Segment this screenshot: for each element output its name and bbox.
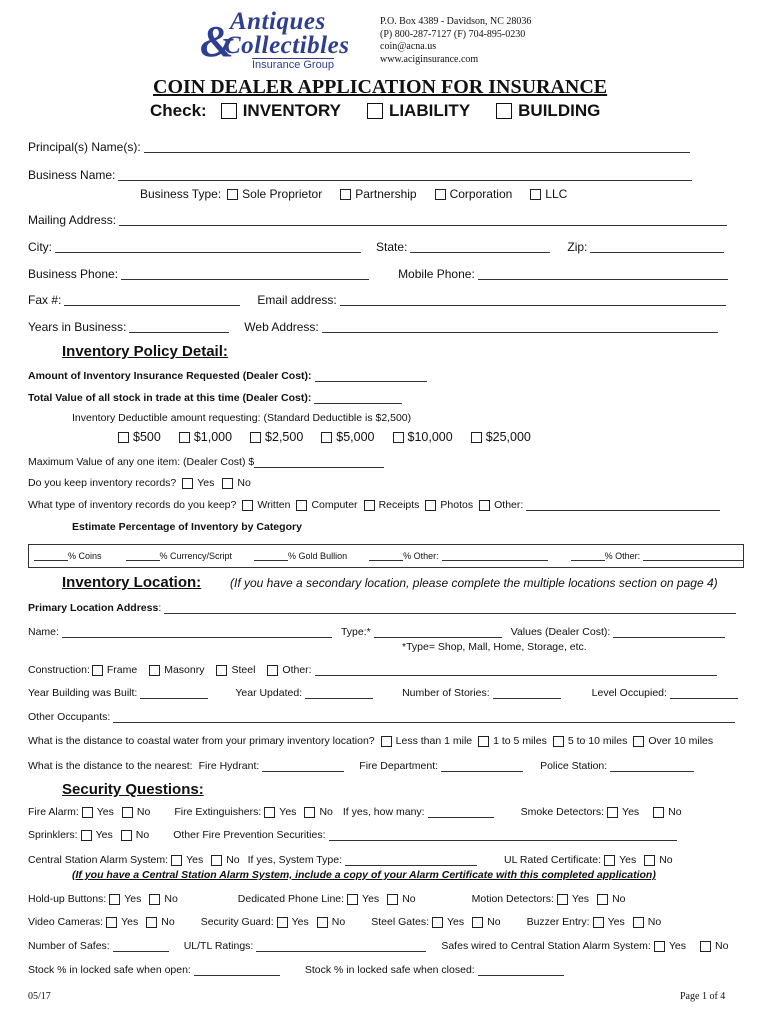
police-label: Police Station: (540, 760, 608, 772)
primary-location-field[interactable] (164, 603, 736, 614)
opt-sole: Sole Proprietor (242, 187, 323, 201)
video-no: No (161, 916, 175, 928)
keep-records-row (28, 477, 251, 489)
stories-label: Number of Stories: (402, 687, 490, 699)
smoke-yes-checkbox[interactable] (607, 807, 618, 818)
footer-page: Page 1 of 4 (680, 991, 726, 1002)
logo-line1: Antiques (230, 8, 326, 35)
mphone-label: Mobile Phone: (398, 267, 475, 281)
5-10-miles-checkbox[interactable] (553, 736, 564, 747)
building-checkbox[interactable] (496, 103, 512, 119)
records-no-checkbox[interactable] (222, 478, 233, 489)
motion-yes-checkbox[interactable] (557, 894, 568, 905)
rec-photos: Photos (440, 499, 474, 511)
state-label: State: (376, 240, 408, 254)
fire-dept-field[interactable] (441, 761, 523, 772)
type-note: *Type= Shop, Mall, Home, Storage, etc. (402, 641, 587, 653)
contact-phones: (P) 800-287-7127 (F) 704-895-0230 (380, 28, 526, 40)
mailing-field[interactable] (119, 215, 727, 226)
email-label: Email address: (257, 293, 337, 307)
contact-address: P.O. Box 4389 - Davidson, NC 28036 (380, 16, 532, 27)
ded-10000: $10,000 (407, 430, 453, 444)
rec-computer: Computer (311, 499, 358, 511)
other-occupants-row (28, 711, 738, 723)
year-built-label: Year Building was Built: (28, 687, 138, 699)
guard-no: No (331, 916, 346, 928)
corporation-checkbox[interactable] (435, 189, 446, 200)
phone-row (28, 267, 731, 281)
fire-alarm-label: Fire Alarm: (28, 806, 79, 818)
ul-no-checkbox[interactable] (644, 855, 655, 866)
ext-no-checkbox[interactable] (304, 807, 315, 818)
footer-date: 05/17 (28, 991, 51, 1002)
sprinklers-row (28, 829, 680, 841)
central-label: Central Station Alarm System: (28, 854, 169, 866)
guard-yes-checkbox[interactable] (277, 917, 288, 928)
sys-type-field[interactable] (345, 855, 477, 866)
other-construction-checkbox[interactable] (267, 665, 278, 676)
years-row (28, 320, 721, 334)
stock-open-label: Stock % in locked safe when open: (28, 964, 191, 976)
nearest-row (28, 760, 697, 772)
mailing-row (28, 213, 730, 227)
motion-yes: Yes (571, 893, 590, 905)
other-fire-label: Other Fire Prevention Securities: (173, 829, 326, 841)
safes-row (28, 940, 728, 952)
inventory-location-note: (If you have a secondary location, please complete the multiple locations section on page 4) (230, 576, 718, 590)
other-occupants-label: Other Occupants: (28, 711, 111, 723)
city-row (28, 240, 727, 254)
check-label: Check: (150, 101, 207, 120)
business-type-row (140, 187, 567, 201)
sys-type-label: If yes, System Type: (247, 854, 342, 866)
stories-field[interactable] (493, 688, 561, 699)
principal-field[interactable] (144, 142, 690, 153)
year-built-field[interactable] (140, 688, 208, 699)
type-label: Type:* (340, 626, 371, 638)
guard-label: Security Guard: (200, 916, 274, 928)
buzzer-no: No (647, 916, 662, 928)
dedicated-yes-checkbox[interactable] (347, 894, 358, 905)
estimate-heading: Estimate Percentage of Inventory by Category (72, 521, 302, 533)
photos-checkbox[interactable] (425, 500, 436, 511)
safes-wired-label: Safes wired to Central Station Alarm System: (441, 940, 651, 952)
ded-500-checkbox[interactable] (118, 432, 129, 443)
steel-checkbox[interactable] (216, 665, 227, 676)
fax-label: Fax #: (28, 293, 62, 307)
ul-label: UL Rated Certificate: (503, 854, 602, 866)
ul-ratings-field[interactable] (256, 941, 426, 952)
fire-alarm-row (28, 806, 682, 818)
wired-yes: Yes (668, 940, 686, 952)
fire-alarm-yes: Yes (96, 806, 114, 818)
deductible-row (72, 412, 411, 424)
1-5-miles-checkbox[interactable] (478, 736, 489, 747)
holdup-yes-checkbox[interactable] (109, 894, 120, 905)
mphone-field[interactable] (478, 269, 728, 280)
max-value-field[interactable] (254, 457, 384, 468)
other-records-checkbox[interactable] (479, 500, 490, 511)
rec-written: Written (257, 499, 291, 511)
smoke-no-checkbox[interactable] (653, 807, 664, 818)
stock-closed-field[interactable] (478, 965, 564, 976)
year-updated-label: Year Updated: (235, 687, 303, 699)
sprinklers-no: No (135, 829, 150, 841)
buzzer-yes-checkbox[interactable] (593, 917, 604, 928)
steel-gates-yes-checkbox[interactable] (432, 917, 443, 928)
construction-label: Construction: (28, 664, 90, 676)
pct-coins: % Coins (68, 550, 102, 561)
hydrant-label: Fire Hydrant: (198, 760, 260, 772)
smoke-no: No (668, 806, 682, 818)
coastal-opt3: 5 to 10 miles (567, 735, 628, 747)
year-updated-field[interactable] (305, 688, 373, 699)
ext-yes: Yes (279, 806, 297, 818)
pct-other1-field[interactable] (369, 550, 403, 561)
rec-other-field[interactable] (526, 500, 720, 511)
ext-yes-checkbox[interactable] (264, 807, 275, 818)
ded-5000: $5,000 (336, 430, 375, 444)
zip-label: Zip: (567, 240, 588, 254)
central-note: (If you have a Central Station Alarm System, include a copy of your Alarm Certificate with this completed application) (72, 869, 656, 881)
video-row (28, 916, 661, 928)
con-steel: Steel (231, 664, 256, 676)
steel-gates-no: No (487, 916, 501, 928)
inventory-detail-heading: Inventory Policy Detail: (62, 343, 228, 360)
total-value-row (28, 392, 405, 404)
check-inventory: INVENTORY (242, 101, 341, 120)
holdup-yes: Yes (124, 893, 142, 905)
stock-open-field[interactable] (194, 965, 280, 976)
ded-1000: $1,000 (193, 430, 233, 444)
coastal-opt2: 1 to 5 miles (493, 735, 547, 747)
level-field[interactable] (670, 688, 738, 699)
business-type-label: Business Type: (140, 187, 222, 201)
records-yes: Yes (197, 477, 215, 489)
police-field[interactable] (610, 761, 694, 772)
principal-row (28, 140, 693, 154)
partnership-checkbox[interactable] (340, 189, 351, 200)
level-label: Level Occupied: (591, 687, 667, 699)
coastal-opt4: Over 10 miles (648, 735, 714, 747)
check-row (150, 101, 600, 121)
percentage-row (34, 550, 746, 561)
guard-yes: Yes (291, 916, 309, 928)
fire-alarm-no: No (136, 806, 151, 818)
computer-checkbox[interactable] (296, 500, 307, 511)
ul-ratings-label: UL/TL Ratings: (183, 940, 254, 952)
wired-no: No (715, 940, 729, 952)
pct-gold: % Gold Bullion (288, 550, 348, 561)
record-type-row (28, 499, 723, 511)
ext-no: No (319, 806, 333, 818)
con-other-field[interactable] (315, 665, 717, 676)
holdup-no-checkbox[interactable] (149, 894, 160, 905)
web-field[interactable] (322, 322, 718, 333)
fire-dept-label: Fire Department: (359, 760, 439, 772)
ul-yes: Yes (619, 854, 637, 866)
bphone-field[interactable] (121, 269, 369, 280)
amount-row (28, 370, 430, 382)
fire-alarm-yes-checkbox[interactable] (82, 807, 93, 818)
coastal-row (28, 735, 713, 747)
wired-yes-checkbox[interactable] (654, 941, 665, 952)
buzzer-no-checkbox[interactable] (633, 917, 644, 928)
pct-other2-desc[interactable] (643, 550, 743, 561)
less-1-mile-checkbox[interactable] (381, 736, 392, 747)
logo-sub: Insurance Group (252, 59, 334, 71)
inventory-location-heading: Inventory Location: (62, 574, 202, 591)
coastal-label: What is the distance to coastal water from your primary inventory location? (28, 735, 375, 747)
coastal-opt1: Less than 1 mile (395, 735, 473, 747)
company-logo (196, 8, 366, 70)
video-yes-checkbox[interactable] (106, 917, 117, 928)
page-title: COIN DEALER APPLICATION FOR INSURANCE (153, 76, 608, 98)
holdup-label: Hold-up Buttons: (28, 893, 107, 905)
sole-proprietor-checkbox[interactable] (227, 189, 238, 200)
contact-email: coin@acna.us (380, 41, 437, 52)
dedicated-yes: Yes (362, 893, 380, 905)
max-value-row (28, 456, 387, 468)
mailing-label: Mailing Address: (28, 213, 117, 227)
primary-location-label: Primary Location Address (28, 602, 159, 614)
over-10-miles-checkbox[interactable] (633, 736, 644, 747)
stock-row (28, 964, 567, 976)
video-label: Video Cameras: (28, 916, 104, 928)
buzzer-yes: Yes (607, 916, 625, 928)
con-masonry: Masonry (164, 664, 205, 676)
liability-checkbox[interactable] (367, 103, 383, 119)
sprinklers-label: Sprinklers: (28, 829, 78, 841)
pct-other2: % Other: (604, 550, 641, 561)
con-other: Other: (282, 664, 312, 676)
central-no-checkbox[interactable] (211, 855, 222, 866)
amount-label: Amount of Inventory Insurance Requested (Dealer Cost): (28, 370, 312, 382)
motion-no: No (612, 893, 626, 905)
wired-no-checkbox[interactable] (700, 941, 711, 952)
motion-no-checkbox[interactable] (597, 894, 608, 905)
bphone-label: Business Phone: (28, 267, 119, 281)
state-field[interactable] (410, 242, 550, 253)
central-row (28, 854, 673, 866)
extinguishers-label: Fire Extinguishers: (174, 806, 262, 818)
values-field[interactable] (613, 627, 725, 638)
check-liability: LIABILITY (388, 101, 471, 120)
receipts-checkbox[interactable] (364, 500, 375, 511)
video-yes: Yes (121, 916, 139, 928)
ded-10000-checkbox[interactable] (393, 432, 404, 443)
rec-receipts: Receipts (378, 499, 420, 511)
dedicated-label: Dedicated Phone Line: (237, 893, 345, 905)
logo-ampersand: & (200, 17, 235, 66)
how-many-label: If yes, how many: (342, 806, 425, 818)
total-value-label: Total Value of all stock in trade at this time (Dealer Cost): (28, 392, 312, 404)
check-building: BUILDING (518, 101, 601, 120)
written-checkbox[interactable] (242, 500, 253, 511)
guard-no-checkbox[interactable] (317, 917, 328, 928)
business-name-label: Business Name: (28, 168, 116, 182)
buzzer-label: Buzzer Entry: (526, 916, 590, 928)
ul-no: No (659, 854, 673, 866)
central-no: No (226, 854, 240, 866)
opt-partnership: Partnership (355, 187, 417, 201)
pct-currency: % Currency/Script (159, 550, 233, 561)
opt-corporation: Corporation (449, 187, 513, 201)
steel-gates-label: Steel Gates: (371, 916, 429, 928)
how-many-field[interactable] (428, 807, 494, 818)
pct-other2-field[interactable] (571, 550, 605, 561)
steel-gates-no-checkbox[interactable] (472, 917, 483, 928)
nearest-label: What is the distance to the nearest: (28, 760, 193, 772)
pct-other1: % Other: (403, 550, 439, 561)
con-frame: Frame (106, 664, 138, 676)
years-label: Years in Business: (28, 320, 127, 334)
inventory-checkbox[interactable] (221, 103, 237, 119)
rec-other: Other: (494, 499, 524, 511)
sprinklers-yes-checkbox[interactable] (81, 830, 92, 841)
business-name-row (28, 168, 695, 182)
safes-field[interactable] (113, 941, 169, 952)
ded-2500: $2,500 (265, 430, 304, 444)
total-value-field[interactable] (314, 393, 402, 404)
records-no: No (237, 477, 251, 489)
other-fire-field[interactable] (329, 830, 677, 841)
central-yes-checkbox[interactable] (171, 855, 182, 866)
masonry-checkbox[interactable] (149, 665, 160, 676)
pct-gold-field[interactable] (254, 550, 288, 561)
deductible-options (112, 430, 531, 444)
ded-2500-checkbox[interactable] (250, 432, 261, 443)
frame-checkbox[interactable] (92, 665, 103, 676)
pct-other1-desc[interactable] (442, 550, 548, 561)
ul-yes-checkbox[interactable] (604, 855, 615, 866)
max-value-label: Maximum Value of any one item: (Dealer Cost) $ (28, 456, 255, 468)
opt-llc: LLC (545, 187, 568, 201)
hydrant-field[interactable] (262, 761, 344, 772)
pct-coins-field[interactable] (34, 550, 68, 561)
primary-location-row: Primary Location Address : (28, 602, 739, 614)
holdup-no: No (164, 893, 178, 905)
other-occupants-field[interactable] (113, 712, 735, 723)
name-field[interactable] (62, 627, 332, 638)
type-field[interactable] (374, 627, 502, 638)
zip-field[interactable] (590, 242, 724, 253)
dedicated-no: No (402, 893, 416, 905)
records-yes-checkbox[interactable] (182, 478, 193, 489)
smoke-label: Smoke Detectors: (520, 806, 605, 818)
steel-gates-yes: Yes (447, 916, 465, 928)
business-name-field[interactable] (118, 170, 692, 181)
deductible-label: Inventory Deductible amount requesting: (Standard Deductible is $2,500) (72, 412, 412, 424)
name-type-row (28, 626, 728, 638)
years-field[interactable] (129, 322, 229, 333)
contact-web: www.aciginsurance.com (380, 53, 479, 65)
values-label: Values (Dealer Cost): (510, 626, 611, 638)
amount-field[interactable] (315, 371, 427, 382)
ded-25000-checkbox[interactable] (471, 432, 482, 443)
holdup-row (28, 893, 626, 905)
web-label: Web Address: (244, 320, 319, 334)
central-yes: Yes (186, 854, 204, 866)
ded-5000-checkbox[interactable] (321, 432, 332, 443)
logo-line2: Collectibles (224, 32, 350, 59)
principal-label: Principal(s) Name(s): (28, 140, 141, 154)
sprinklers-no-checkbox[interactable] (121, 830, 132, 841)
construction-row (28, 664, 720, 676)
contact-block (380, 16, 531, 66)
fax-field[interactable] (64, 295, 240, 306)
name-label: Name: (28, 626, 59, 638)
fire-alarm-no-checkbox[interactable] (122, 807, 133, 818)
security-heading: Security Questions: (62, 781, 204, 798)
video-no-checkbox[interactable] (146, 917, 157, 928)
ded-25000: $25,000 (485, 430, 531, 444)
sprinklers-yes: Yes (95, 829, 113, 841)
smoke-yes: Yes (622, 806, 640, 818)
record-type-label: What type of inventory records do you keep? (28, 499, 237, 511)
pct-currency-field[interactable] (126, 550, 160, 561)
city-label: City: (28, 240, 52, 254)
fax-row (28, 293, 729, 307)
email-field[interactable] (340, 295, 726, 306)
ded-500: $500 (133, 430, 161, 444)
dedicated-no-checkbox[interactable] (387, 894, 398, 905)
safes-label: Number of Safes: (28, 940, 110, 952)
city-field[interactable] (55, 242, 361, 253)
year-row (28, 687, 741, 699)
keep-records-label: Do you keep inventory records? (28, 477, 177, 489)
motion-label: Motion Detectors: (471, 893, 554, 905)
llc-checkbox[interactable] (530, 189, 541, 200)
stock-closed-label: Stock % in locked safe when closed: (304, 964, 475, 976)
ded-1000-checkbox[interactable] (179, 432, 190, 443)
